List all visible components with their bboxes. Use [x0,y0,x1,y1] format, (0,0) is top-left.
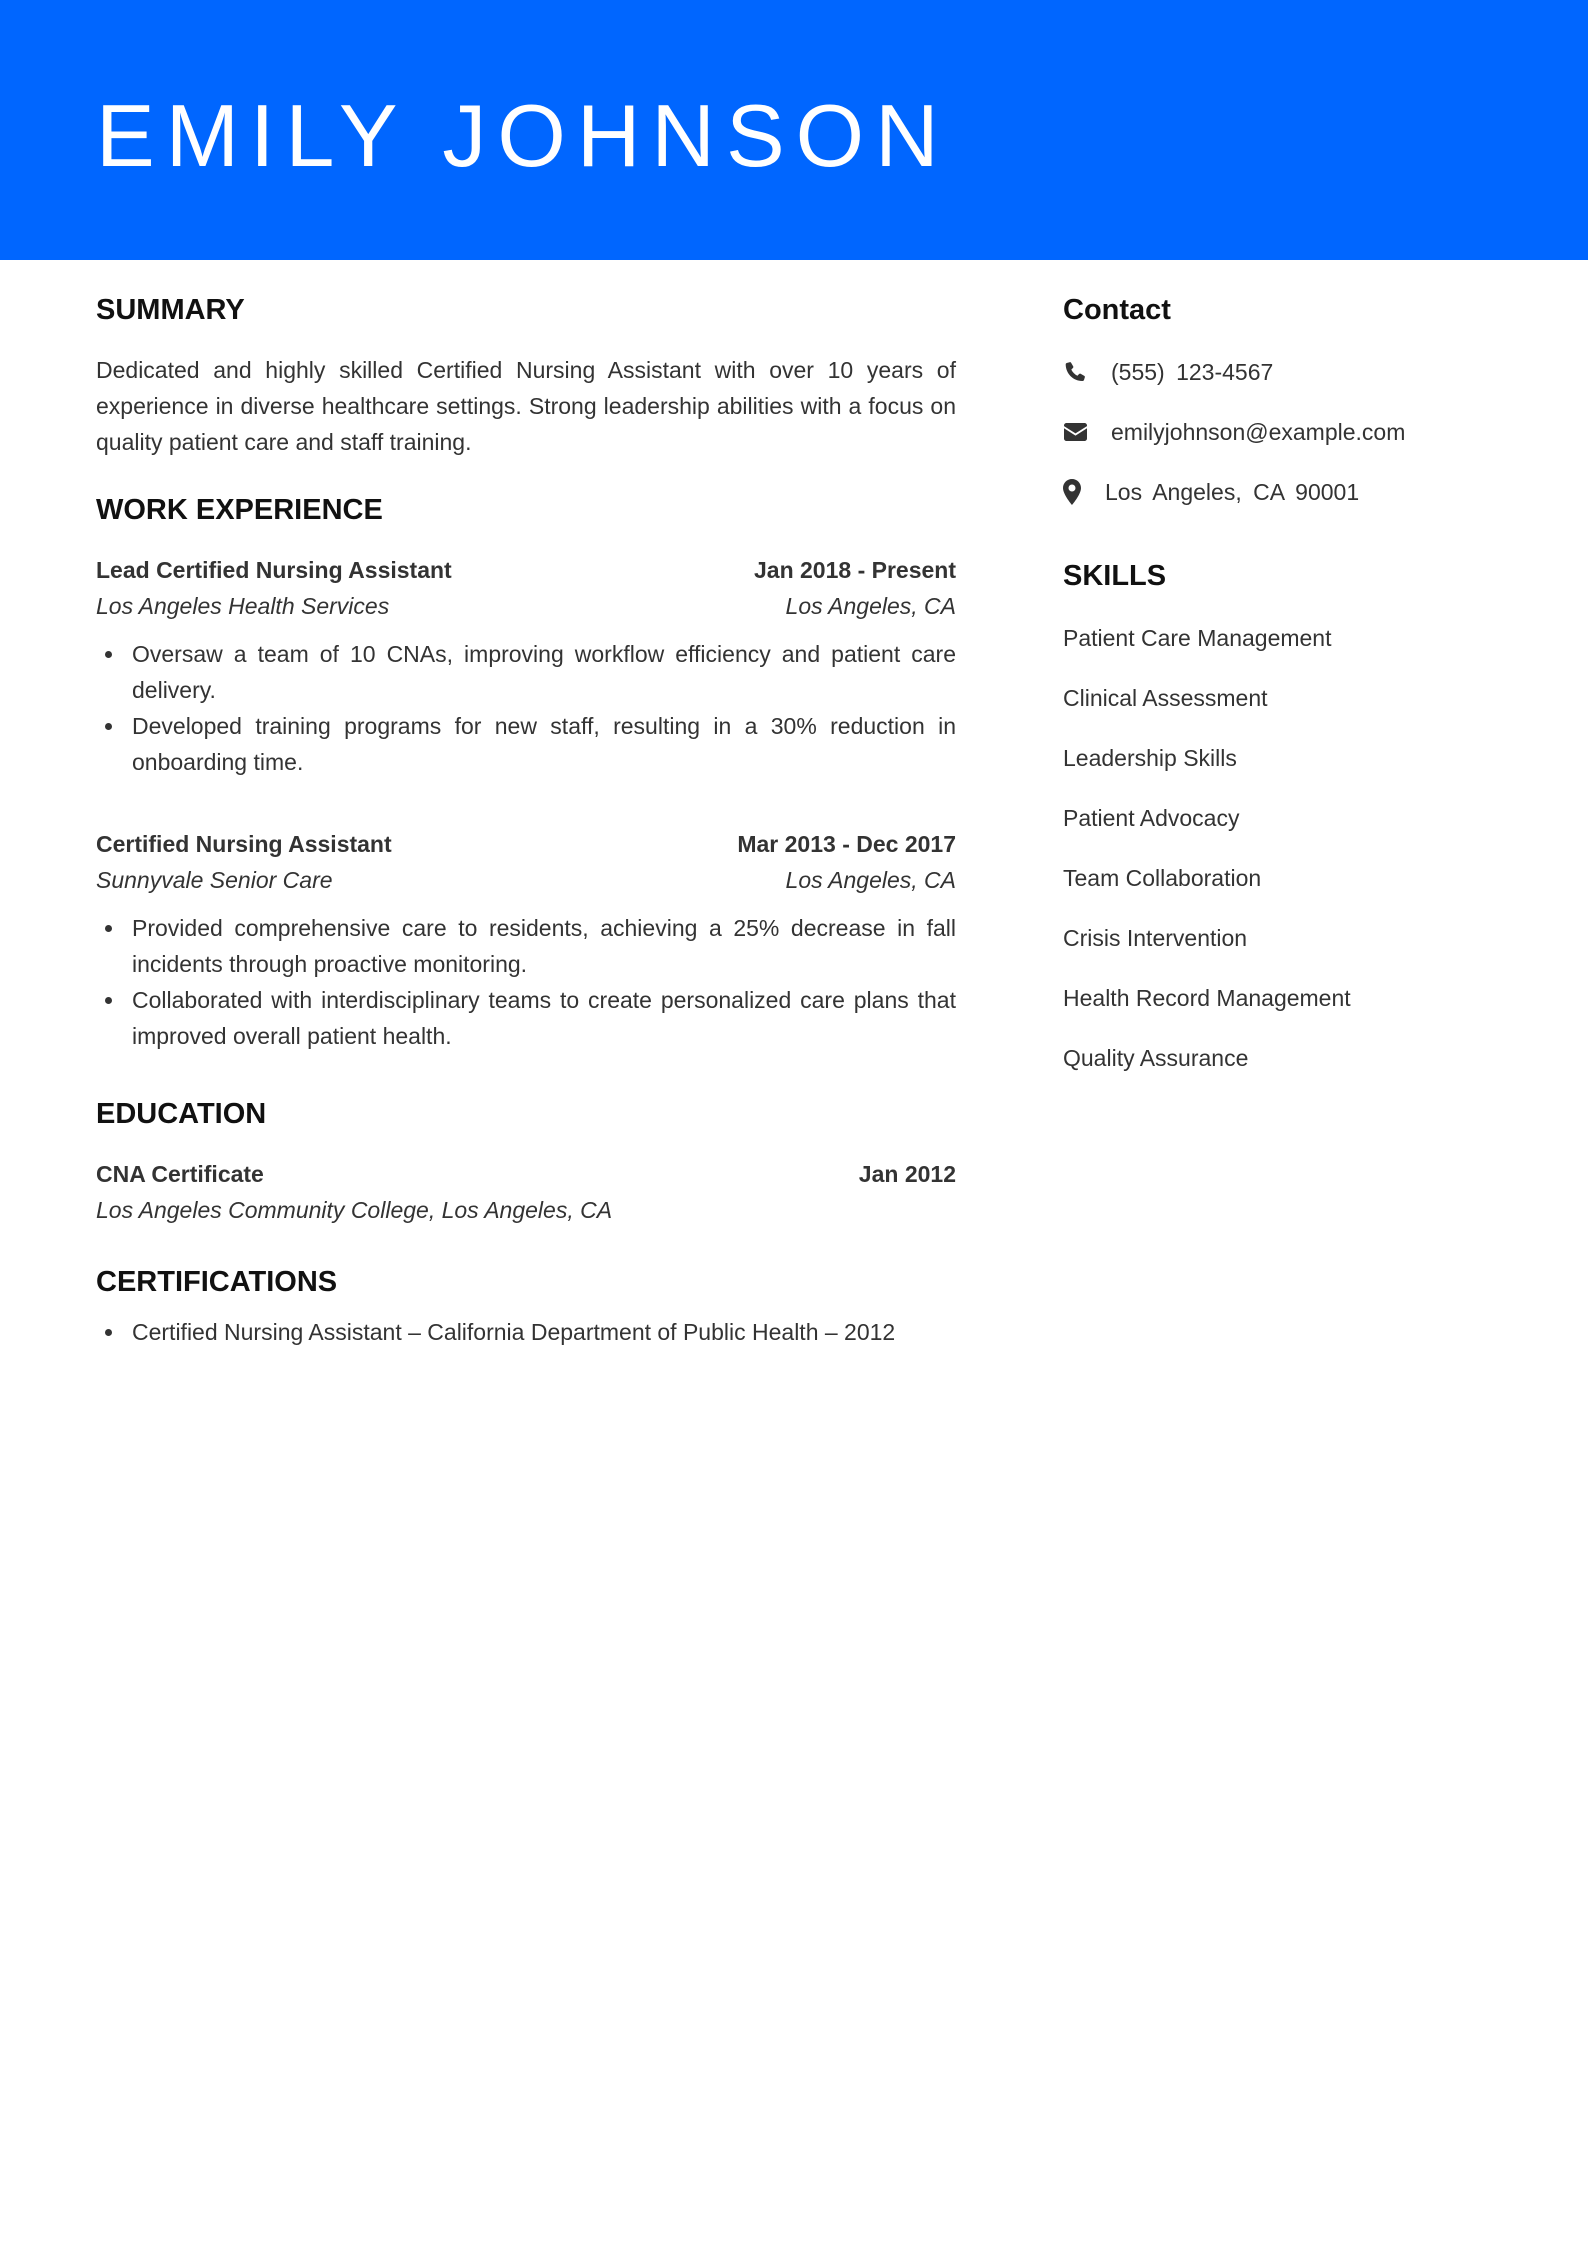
job-bullet: Provided comprehensive care to residents, achieving a 25% decrease in fall incidents through proactive monitoring. [96,910,956,982]
job-bullet: Developed training programs for new staff, resulting in a 30% reduction in onboarding time. [96,708,956,780]
work-experience-heading: WORK EXPERIENCE [96,494,383,526]
education-school: Los Angeles Community College, Los Angeles, CA [96,1197,613,1223]
certification-item: Certified Nursing Assistant – California Department of Public Health – 2012 [96,1314,956,1350]
skill-item: Quality Assurance [1063,1045,1249,1071]
job-bullets [96,910,956,1054]
map-pin-icon [1063,479,1105,505]
job-location: Los Angeles, CA [785,867,956,893]
education-degree: CNA Certificate [96,1161,264,1187]
main-column [96,290,956,1350]
job-entry [96,552,956,780]
contact-phone-text: (555) 123-4567 [1111,358,1274,385]
skill-item: Health Record Management [1063,985,1351,1011]
job-role: Lead Certified Nursing Assistant [96,557,452,583]
skill-item: Leadership Skills [1063,745,1237,771]
education-entry [96,1156,956,1228]
education-heading: EDUCATION [96,1098,267,1130]
job-bullet: Collaborated with interdisciplinary teams to create personalized care plans that improved overall patient health. [96,982,956,1054]
certifications-list [96,1314,956,1350]
header-banner [0,0,1588,260]
job-role: Certified Nursing Assistant [96,831,392,857]
education-date: Jan 2012 [858,1161,956,1187]
sidebar [1063,290,1503,1076]
skills-heading: SKILLS [1063,560,1167,592]
skill-item: Clinical Assessment [1063,685,1268,711]
skill-item: Patient Care Management [1063,625,1332,651]
contact-email-text: emilyjohnson@example.com [1111,418,1406,445]
skill-item: Team Collaboration [1063,865,1262,891]
job-bullet: Oversaw a team of 10 CNAs, improving workflow efficiency and patient care delivery. [96,636,956,708]
certifications-heading: CERTIFICATIONS [96,1266,338,1298]
job-dates: Jan 2018 - Present [753,557,956,583]
summary-text: Dedicated and highly skilled Certified Nursing Assistant with over 10 years of experience in diverse healthcare settings. Strong leadership abilities with a focus on quality patient care and staff training. [96,357,956,455]
job-company: Los Angeles Health Services [96,593,390,619]
contact-location-text: Los Angeles, CA 90001 [1105,478,1360,505]
skill-item: Patient Advocacy [1063,805,1240,831]
contact-location [1063,474,1503,510]
envelope-icon [1063,422,1111,442]
candidate-name: EMILY JOHNSON [96,86,950,185]
job-entry [96,826,956,1054]
job-location: Los Angeles, CA [785,593,956,619]
summary-heading: SUMMARY [96,294,245,326]
contact-email [1063,414,1503,450]
job-company: Sunnyvale Senior Care [96,867,333,893]
contact-heading: Contact [1063,294,1171,326]
contact-phone [1063,354,1503,390]
skill-item: Crisis Intervention [1063,925,1248,951]
job-bullets [96,636,956,780]
job-dates: Mar 2013 - Dec 2017 [737,831,956,857]
phone-icon [1063,360,1111,384]
